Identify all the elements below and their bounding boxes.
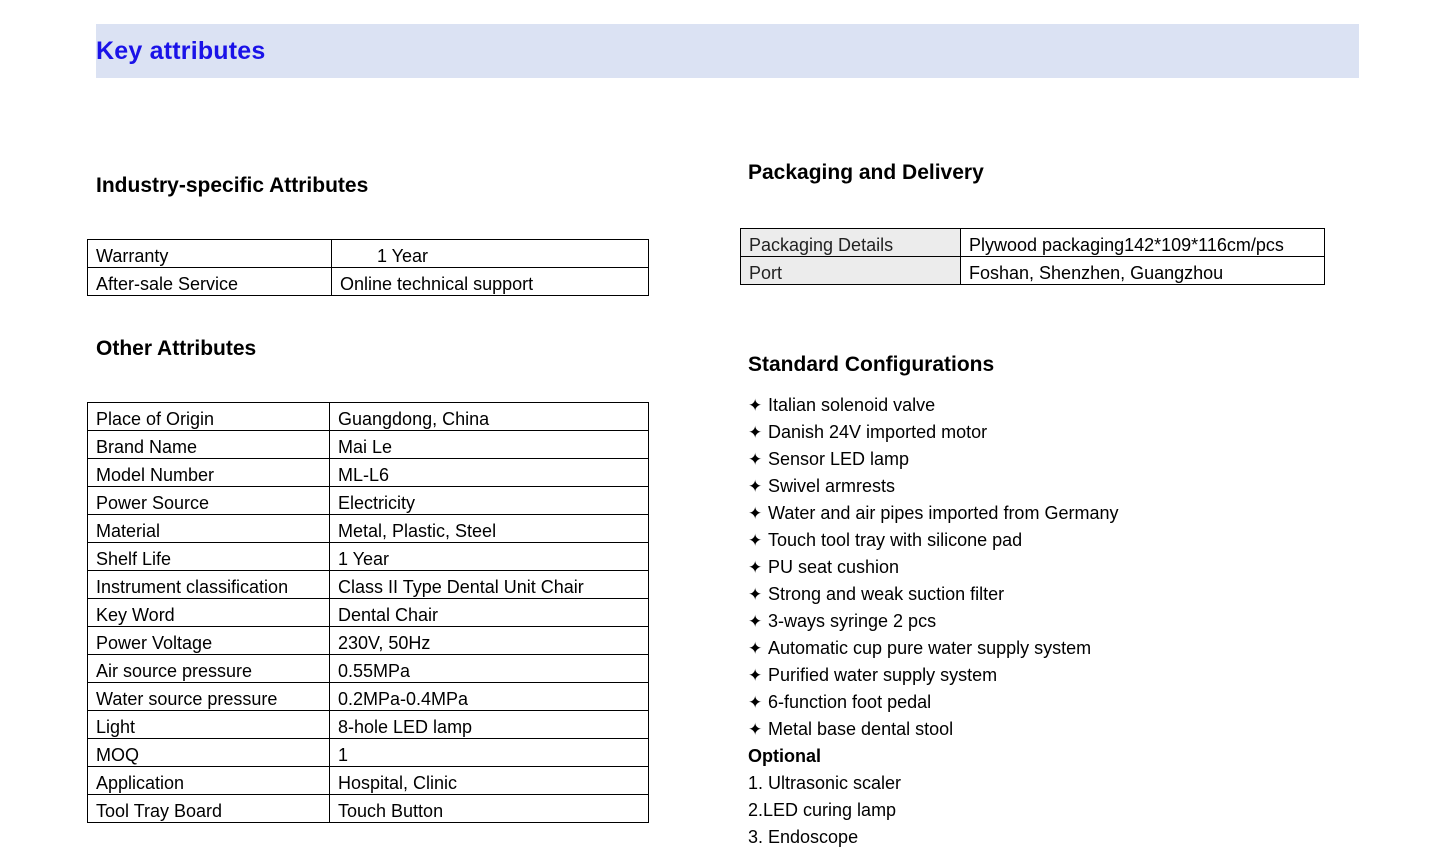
- star-bullet-icon: ✦: [748, 396, 763, 415]
- row-label: Model Number: [88, 459, 330, 487]
- list-item: [748, 554, 1118, 581]
- star-bullet-icon: ✦: [748, 639, 763, 658]
- star-bullet-icon: ✦: [748, 558, 763, 577]
- row-label: After-sale Service: [88, 268, 332, 296]
- list-item-text: Danish 24V imported motor: [768, 422, 988, 442]
- star-bullet-icon: ✦: [748, 720, 763, 739]
- list-item: [748, 689, 1118, 716]
- star-bullet-icon: ✦: [748, 531, 763, 550]
- list-item: [748, 527, 1118, 554]
- other-table: [87, 402, 649, 823]
- star-bullet-icon: ✦: [748, 450, 763, 469]
- config-title: Standard Configurations: [748, 353, 995, 376]
- row-label: Port: [741, 257, 961, 285]
- row-value: 0.2MPa-0.4MPa: [330, 683, 649, 711]
- star-bullet-icon: ✦: [748, 612, 763, 631]
- table-row: [741, 229, 1325, 257]
- row-label: Water source pressure: [88, 683, 330, 711]
- row-label: Material: [88, 515, 330, 543]
- table-row: [88, 627, 649, 655]
- star-bullet-icon: ✦: [748, 423, 763, 442]
- optional-item: 1. Ultrasonic scaler: [748, 773, 902, 793]
- row-value: Hospital, Clinic: [330, 767, 649, 795]
- list-item: [748, 662, 1118, 689]
- table-row: [88, 683, 649, 711]
- star-bullet-icon: ✦: [748, 504, 763, 523]
- list-item: [748, 446, 1118, 473]
- row-label: Key Word: [88, 599, 330, 627]
- list-item-text: Purified water supply system: [768, 665, 998, 685]
- row-value: Online technical support: [332, 268, 649, 296]
- table-row: [88, 543, 649, 571]
- row-label: Place of Origin: [88, 403, 330, 431]
- list-item-text: Metal base dental stool: [768, 719, 954, 739]
- table-row: [88, 599, 649, 627]
- table-row: [88, 459, 649, 487]
- list-item: [748, 392, 1118, 419]
- list-item-text: Sensor LED lamp: [768, 449, 910, 469]
- row-label: Packaging Details: [741, 229, 961, 257]
- table-row: [88, 739, 649, 767]
- optional-item: 3. Endoscope: [748, 827, 859, 847]
- row-label: Air source pressure: [88, 655, 330, 683]
- list-item: [748, 500, 1118, 527]
- table-row: [88, 268, 649, 296]
- other-title: Other Attributes: [96, 337, 257, 360]
- row-label: Power Source: [88, 487, 330, 515]
- list-item: [748, 635, 1118, 662]
- row-value: Guangdong, China: [330, 403, 649, 431]
- packaging-table: [740, 228, 1325, 285]
- list-item-text: Italian solenoid valve: [768, 395, 936, 415]
- table-row: [741, 257, 1325, 285]
- list-item-text: Touch tool tray with silicone pad: [768, 530, 1023, 550]
- row-value: 8-hole LED lamp: [330, 711, 649, 739]
- list-item: [748, 419, 1118, 446]
- table-row: [88, 515, 649, 543]
- list-item-text: 3-ways syringe 2 pcs: [768, 611, 937, 631]
- list-item-text: Swivel armrests: [768, 476, 896, 496]
- config-list: [748, 392, 1118, 851]
- row-label: MOQ: [88, 739, 330, 767]
- list-item: [748, 581, 1118, 608]
- row-label: Application: [88, 767, 330, 795]
- row-value: Dental Chair: [330, 599, 649, 627]
- key-attributes-banner: [96, 24, 1359, 78]
- row-value: Mai Le: [330, 431, 649, 459]
- table-row: [88, 655, 649, 683]
- row-value: Touch Button: [330, 795, 649, 823]
- table-row: [88, 403, 649, 431]
- optional-heading: Optional: [748, 746, 821, 766]
- row-value: 1 Year: [330, 543, 649, 571]
- row-value: 0.55MPa: [330, 655, 649, 683]
- list-item-text: Automatic cup pure water supply system: [768, 638, 1092, 658]
- row-value: ML-L6: [330, 459, 649, 487]
- star-bullet-icon: ✦: [748, 693, 763, 712]
- row-label: Light: [88, 711, 330, 739]
- row-value: Metal, Plastic, Steel: [330, 515, 649, 543]
- list-item: [748, 716, 1118, 743]
- row-value: 230V, 50Hz: [330, 627, 649, 655]
- row-value: 1: [330, 739, 649, 767]
- optional-item: 2.LED curing lamp: [748, 800, 897, 820]
- list-item: [748, 608, 1118, 635]
- table-row: [88, 767, 649, 795]
- row-value: Electricity: [330, 487, 649, 515]
- list-item-text: PU seat cushion: [768, 557, 900, 577]
- table-row: [88, 711, 649, 739]
- star-bullet-icon: ✦: [748, 666, 763, 685]
- row-label: Shelf Life: [88, 543, 330, 571]
- row-label: Power Voltage: [88, 627, 330, 655]
- star-bullet-icon: ✦: [748, 585, 763, 604]
- star-bullet-icon: ✦: [748, 477, 763, 496]
- list-item-text: Strong and weak suction filter: [768, 584, 1005, 604]
- industry-title: Industry-specific Attributes: [96, 174, 369, 197]
- row-label: Warranty: [88, 240, 332, 268]
- list-item: [748, 473, 1118, 500]
- row-label: Brand Name: [88, 431, 330, 459]
- industry-table: [87, 239, 649, 296]
- row-label: Instrument classification: [88, 571, 330, 599]
- table-row: [88, 487, 649, 515]
- row-value: Foshan, Shenzhen, Guangzhou: [961, 257, 1325, 285]
- row-value: 1 Year: [332, 240, 649, 268]
- banner-title: Key attributes: [96, 37, 266, 65]
- table-row: [88, 431, 649, 459]
- table-row: [88, 240, 649, 268]
- list-item-text: Water and air pipes imported from Germany: [768, 503, 1119, 523]
- table-row: [88, 571, 649, 599]
- row-value: Plywood packaging142*109*116cm/pcs: [961, 229, 1325, 257]
- row-value: Class II Type Dental Unit Chair: [330, 571, 649, 599]
- row-label: Tool Tray Board: [88, 795, 330, 823]
- packaging-title: Packaging and Delivery: [748, 161, 984, 184]
- table-row: [88, 795, 649, 823]
- list-item-text: 6-function foot pedal: [768, 692, 932, 712]
